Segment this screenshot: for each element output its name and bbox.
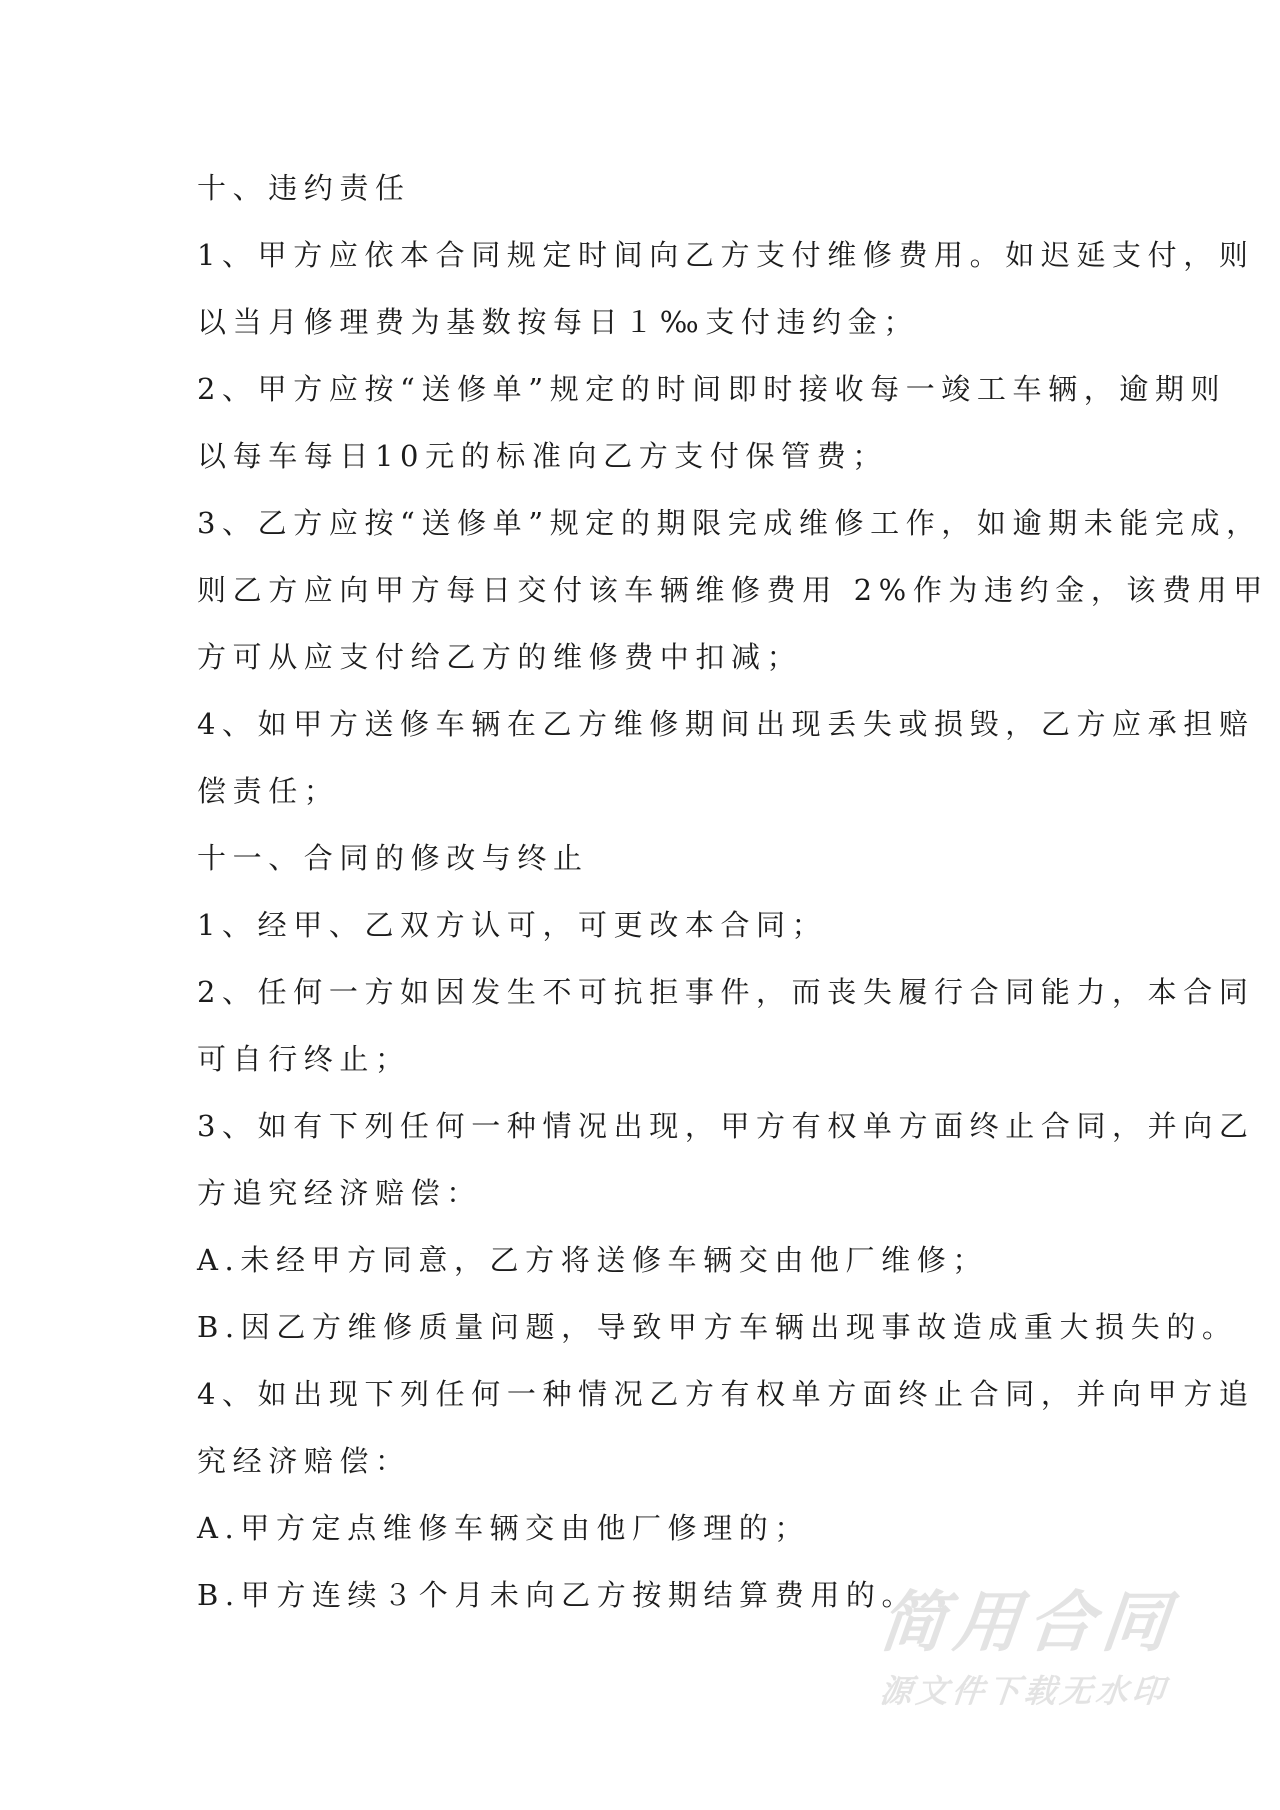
paragraph-line: 2、甲方应按“送修单”规定的时间即时接收每一竣工车辆，逾期则 xyxy=(197,372,1227,406)
paragraph-line: 方追究经济赔偿： xyxy=(197,1176,482,1210)
paragraph-line: 4、如出现下列任何一种情况乙方有权单方面终止合同，并向甲方追 xyxy=(197,1377,1255,1411)
paragraph-line: 以每车每日10元的标准向乙方支付保管费； xyxy=(197,439,888,473)
paragraph-line: 究经济赔偿： xyxy=(197,1444,411,1478)
section-heading-breach-liability: 十、违约责任 xyxy=(197,171,411,205)
paragraph-line: 偿责任； xyxy=(197,774,340,808)
paragraph-line: A.未经甲方同意，乙方将送修车辆交由他厂维修； xyxy=(197,1243,988,1277)
section-heading-amendment-termination: 十一、合同的修改与终止 xyxy=(197,841,589,875)
paragraph-line: A.甲方定点维修车辆交由他厂修理的； xyxy=(197,1511,810,1545)
paragraph-line: 可自行终止； xyxy=(197,1042,411,1076)
watermark xyxy=(876,1584,1181,1710)
watermark-title: 简用合同 xyxy=(876,1584,1181,1661)
paragraph-line: 则乙方应向甲方每日交付该车辆维修费用 2%作为违约金，该费用甲 xyxy=(197,573,1269,607)
paragraph-line: 1、甲方应依本合同规定时间向乙方支付维修费用。如迟延支付，则 xyxy=(197,238,1255,272)
paragraph-line: B.甲方连续３个月未向乙方按期结算费用的。 xyxy=(197,1578,918,1612)
paragraph-line: 3、如有下列任何一种情况出现，甲方有权单方面终止合同，并向乙 xyxy=(197,1109,1255,1143)
paragraph-line: 方可从应支付给乙方的维修费中扣减； xyxy=(197,640,803,674)
paragraph-line: 4、如甲方送修车辆在乙方维修期间出现丢失或损毁，乙方应承担赔 xyxy=(197,707,1255,741)
paragraph-line: 2、任何一方如因发生不可抗拒事件，而丧失履行合同能力，本合同 xyxy=(197,975,1255,1009)
paragraph-line: 以当月修理费为基数按每日１‰支付违约金； xyxy=(197,305,919,339)
paragraph-line: 3、乙方应按“送修单”规定的期限完成维修工作，如逾期未能完成， xyxy=(197,506,1262,540)
paragraph-line: 1、经甲、乙双方认可，可更改本合同； xyxy=(197,908,828,942)
paragraph-line: B.因乙方维修质量问题，导致甲方车辆出现事故造成重大损失的。 xyxy=(197,1310,1238,1344)
watermark-subtitle: 源文件下载无水印 xyxy=(878,1672,1171,1710)
